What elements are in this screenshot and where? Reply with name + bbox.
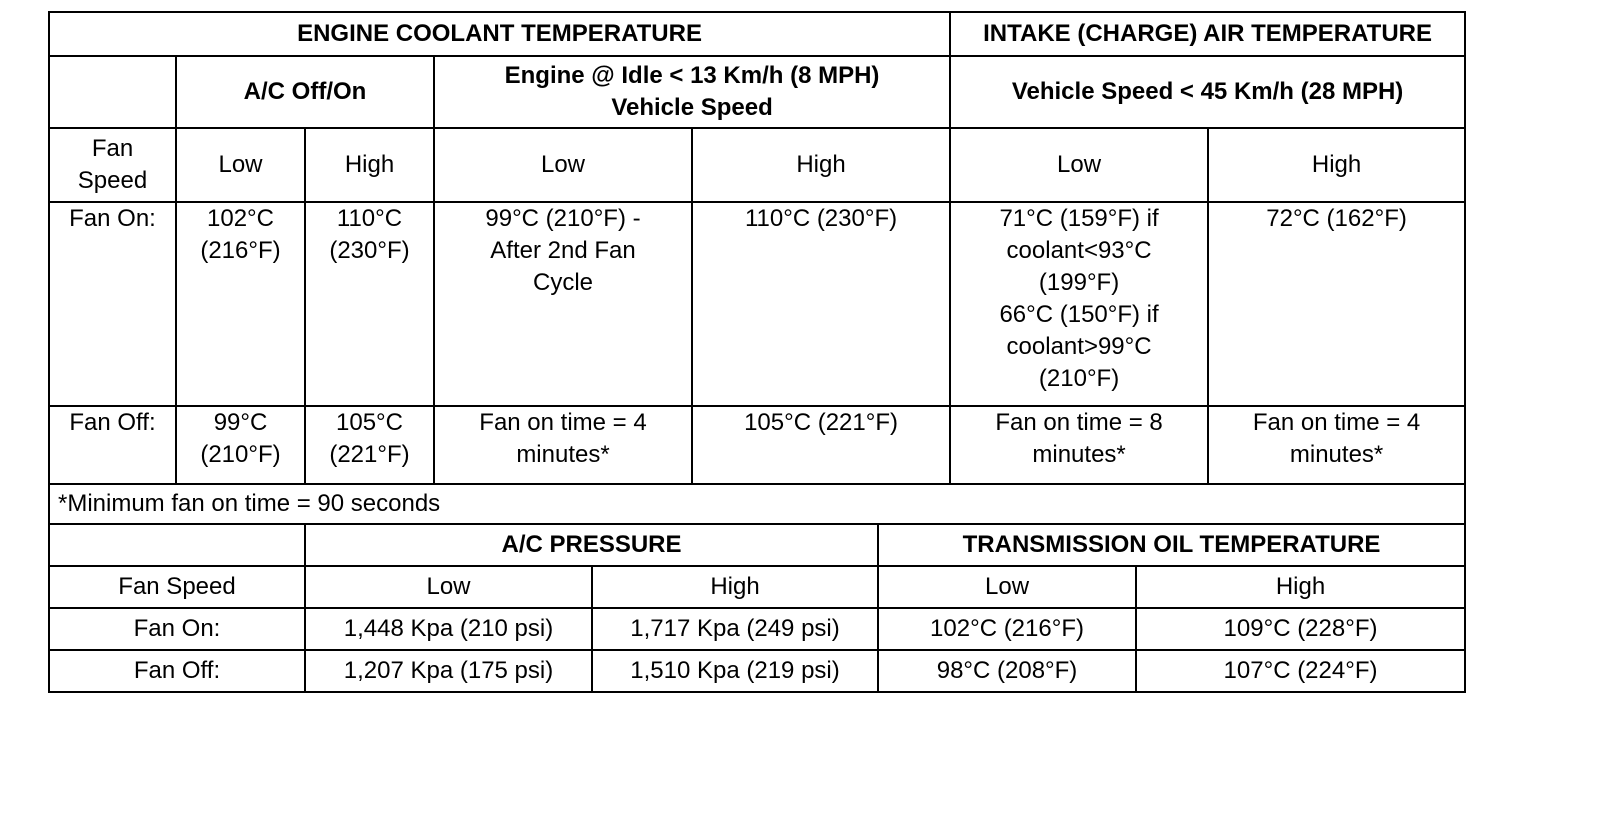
fan-off-row [49,406,1465,484]
row-label: Fan Off: [49,650,305,692]
temperature-table [48,11,1466,525]
value-line: Fan on time = 4 [1252,409,1421,436]
empty-corner-cell [49,524,305,566]
value-line: 102°C [207,205,274,232]
vehicle-speed-header: Vehicle Speed < 45 Km/h (28 MPH) [950,56,1465,128]
ac-pressure-header: A/C PRESSURE [305,524,878,566]
fan-speed-row [49,128,1465,202]
main-header-row [49,12,1465,56]
value-line: minutes* [516,441,610,468]
value-line: 105°C [336,409,403,436]
fan-speed-label-line2: Speed [77,167,148,194]
ac-high-cell: High [592,566,878,608]
trans-oil-header: TRANSMISSION OIL TEMPERATURE [878,524,1465,566]
oil-low-cell: 98°C (208°F) [878,650,1136,692]
fan-on-idle-high [692,202,950,406]
fan-off-ac-low [176,406,305,484]
pressure-oil-header-row [49,524,1465,566]
engine-coolant-header: ENGINE COOLANT TEMPERATURE [49,12,950,56]
value-line: 72°C (162°F) [1266,205,1407,232]
value-line: (210°F) [200,441,281,468]
value-line: Fan on time = 8 [995,409,1163,436]
ac-low-cell: Low [305,566,592,608]
value-line: 71°C (159°F) if [999,205,1159,232]
value-line: (230°F) [329,237,410,264]
sub-header-row [49,56,1465,128]
speed-col-intake-low: Low [950,128,1208,202]
minimum-fan-time-note: *Minimum fan on time = 90 seconds [49,484,1465,524]
fan-on-row [49,202,1465,406]
value-line: (210°F) [1038,365,1120,392]
fan-on-ac-high [305,202,434,406]
oil-high-cell: 109°C (228°F) [1136,608,1465,650]
oil-high-cell: 107°C (224°F) [1136,650,1465,692]
table-row [49,650,1465,692]
engine-idle-header [434,56,950,128]
value-line: 110°C (230°F) [744,205,898,232]
fan-on-label: Fan On: [49,202,176,406]
value-line: (199°F) [1038,269,1120,296]
engine-idle-line2: Vehicle Speed [611,94,773,121]
value-line: coolant>99°C [1006,333,1152,360]
ac-low-cell: 1,448 Kpa (210 psi) [305,608,592,650]
speed-col-ac-low: Low [176,128,305,202]
fan-off-label: Fan Off: [49,406,176,484]
engine-idle-line1: Engine @ Idle < 13 Km/h (8 MPH) [504,62,880,89]
fan-on-ac-low [176,202,305,406]
speed-col-idle-high: High [692,128,950,202]
fan-speed-label-line1: Fan [91,135,134,162]
fan-on-intake-high [1208,202,1465,406]
value-line: 66°C (150°F) if [999,301,1159,328]
fan-on-idle-low [434,202,692,406]
oil-high-cell: High [1136,566,1465,608]
ac-high-cell: 1,717 Kpa (249 psi) [592,608,878,650]
value-line: coolant<93°C [1006,237,1152,264]
table-row [49,608,1465,650]
value-line: 110°C [336,205,403,232]
note-row [49,484,1465,524]
value-line: (216°F) [200,237,281,264]
value-line: After 2nd Fan [490,237,636,264]
ac-off-on-header: A/C Off/On [176,56,434,128]
table-row [49,566,1465,608]
fan-on-intake-low [950,202,1208,406]
speed-col-ac-high: High [305,128,434,202]
value-line: Fan on time = 4 [479,409,647,436]
intake-air-header: INTAKE (CHARGE) AIR TEMPERATURE [950,12,1465,56]
pressure-oil-table [48,523,1466,693]
fan-off-ac-high [305,406,434,484]
ac-low-cell: 1,207 Kpa (175 psi) [305,650,592,692]
fan-speed-label [49,128,176,202]
value-line: minutes* [1032,441,1126,468]
speed-col-intake-high: High [1208,128,1465,202]
fan-off-idle-low [434,406,692,484]
value-line: minutes* [1289,441,1384,468]
fan-control-document [48,11,1464,693]
row-label: Fan On: [49,608,305,650]
empty-corner-cell [49,56,176,128]
value-line: (221°F) [329,441,410,468]
speed-col-idle-low: Low [434,128,692,202]
fan-off-idle-high [692,406,950,484]
fan-off-intake-high [1208,406,1465,484]
ac-high-cell: 1,510 Kpa (219 psi) [592,650,878,692]
value-line: 99°C [213,409,268,436]
value-line: 99°C (210°F) - [485,205,641,232]
row-label: Fan Speed [49,566,305,608]
value-line: 105°C (221°F) [744,409,898,436]
value-line: Cycle [532,269,593,296]
oil-low-cell: 102°C (216°F) [878,608,1136,650]
fan-off-intake-low [950,406,1208,484]
oil-low-cell: Low [878,566,1136,608]
